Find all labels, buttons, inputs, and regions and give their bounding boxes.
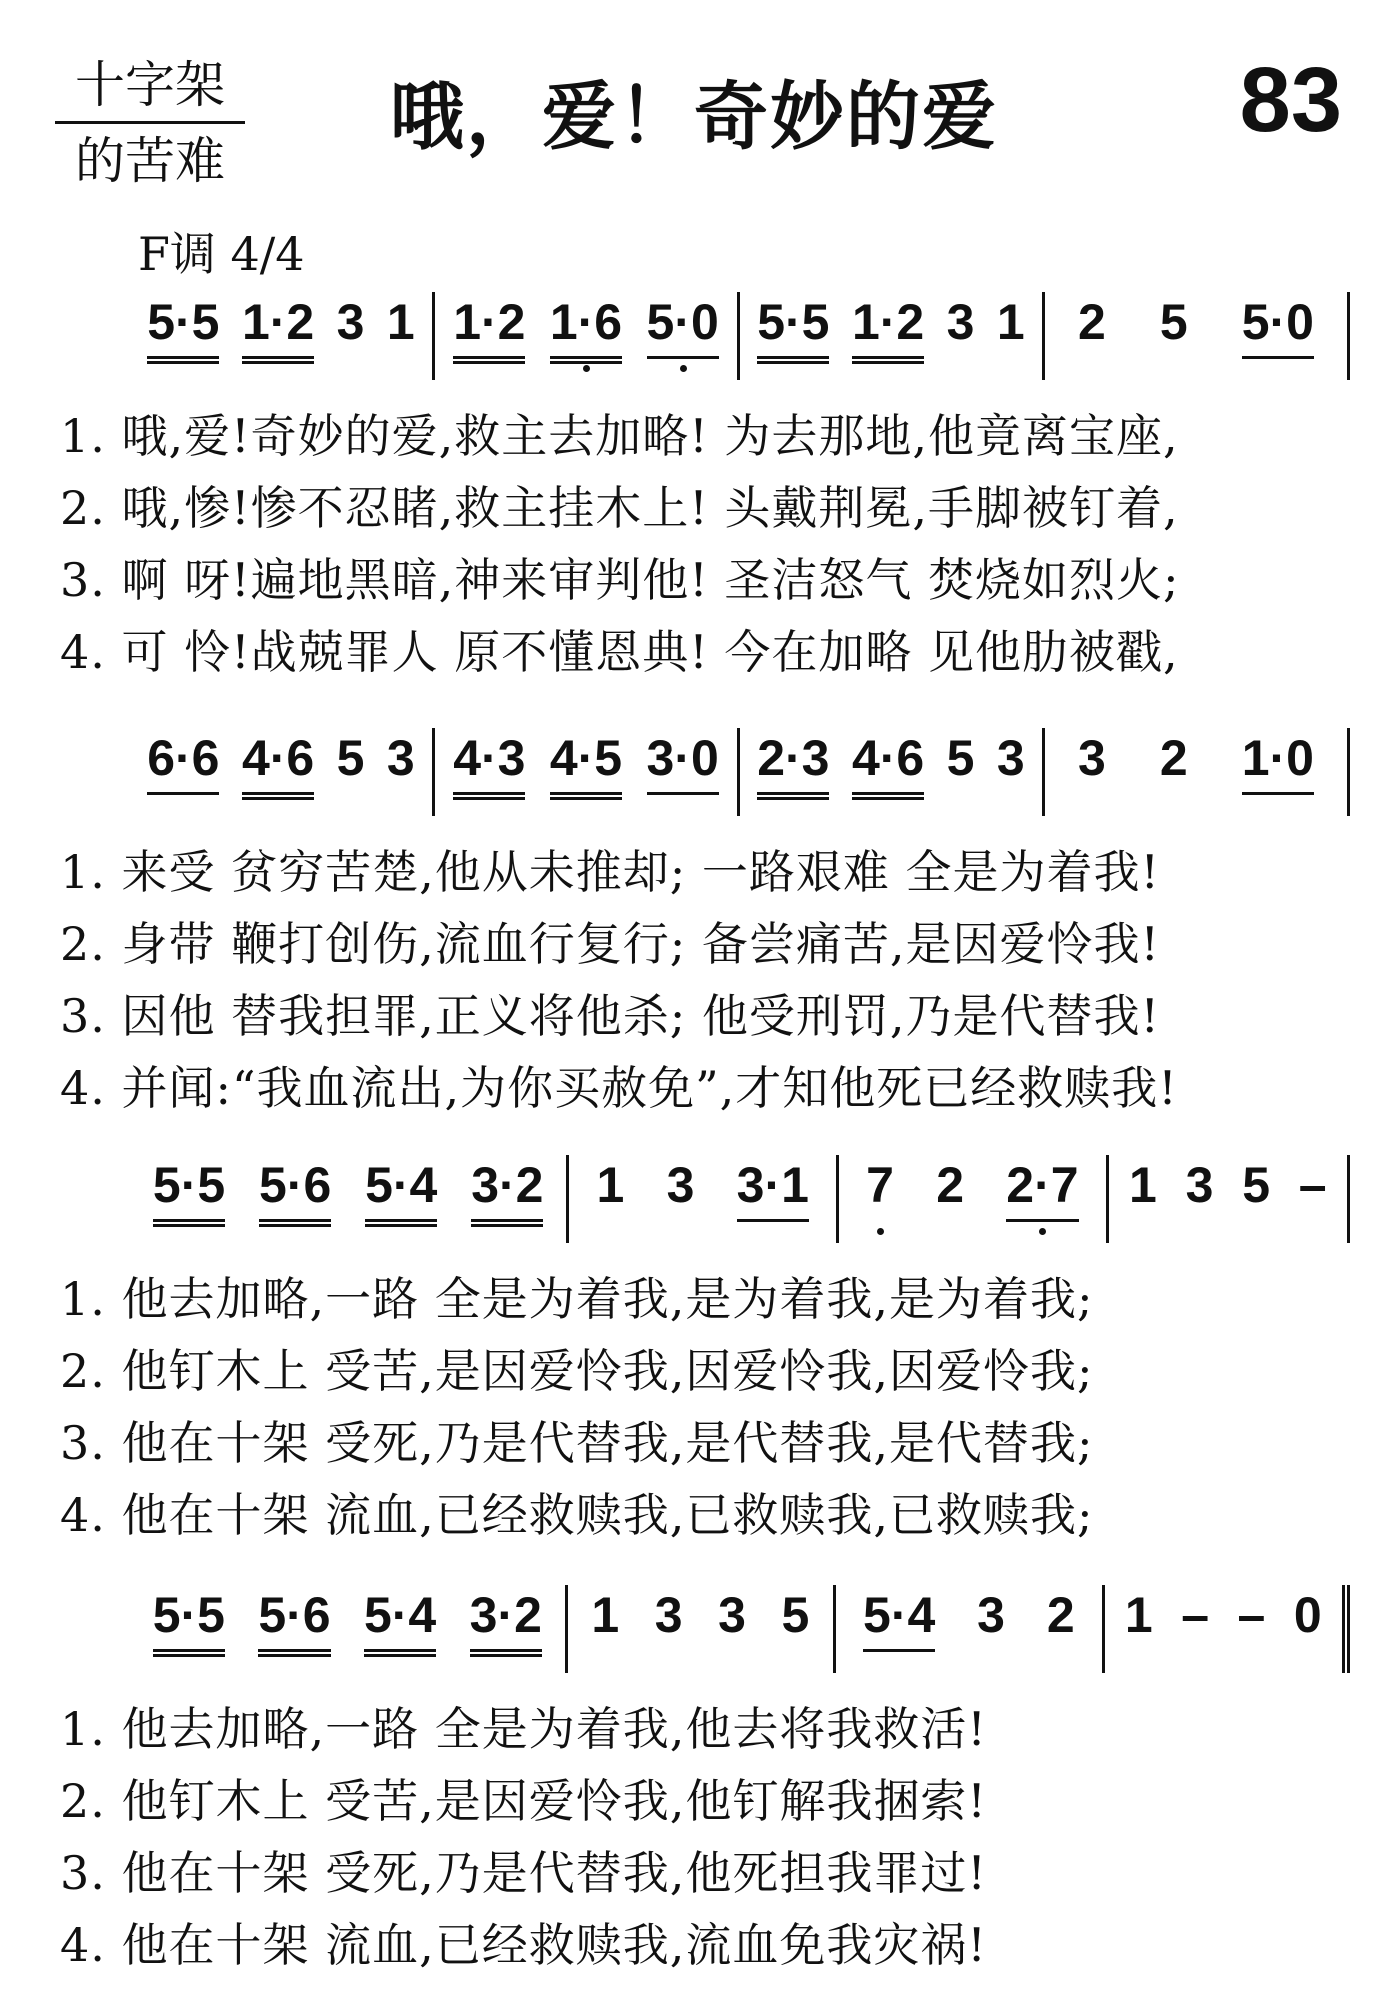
beat: 5: [1159, 294, 1188, 350]
beat: 5·5: [153, 1585, 225, 1657]
beat: 3: [718, 1587, 746, 1643]
beat: 4·3: [453, 728, 525, 800]
beat: 5·6: [258, 1585, 330, 1657]
lyrics-block: [60, 400, 1360, 688]
beat: 5·4: [364, 1585, 436, 1657]
measure: [1045, 292, 1350, 380]
measure: [839, 1155, 1109, 1243]
beat: 3·1: [737, 1155, 809, 1222]
lyric-line-verse-4: 4. 他在十架 流血,已经救赎我,已救赎我,已救赎我;: [60, 1488, 1094, 1542]
lyric-line-verse-2: 2. 他钉木上 受苦,是因爱怜我,他钉解我捆索!: [60, 1774, 987, 1828]
lyrics-block: [60, 1693, 1360, 1981]
beat: 5·5: [757, 292, 829, 364]
lyric-line-verse-1: 1. 来受 贫穷苦楚,他从未推却; 一路艰难 全是为着我!: [60, 845, 1160, 899]
category-divider: [55, 121, 245, 124]
beat: 0: [1293, 1587, 1322, 1643]
hymn-title: 哦，爱！奇妙的爱: [390, 74, 998, 160]
lyric-line-verse-2: 2. 哦,惨!惨不忍睹,救主挂木上! 头戴荆冕,手脚被钉着,: [60, 481, 1179, 535]
notation-row: [130, 728, 1350, 816]
notation-row: [130, 292, 1350, 380]
lyrics-block: [60, 1263, 1360, 1551]
lyric-line-verse-4: 4. 他在十架 流血,已经救赎我,流血免我灾祸!: [60, 1918, 987, 1972]
beat: 4·6: [242, 728, 314, 800]
category-line-2: 的苦难: [75, 132, 225, 190]
beat: 1·2: [852, 292, 924, 364]
beat: 5: [781, 1587, 810, 1643]
beat: 3: [666, 1157, 695, 1213]
beat: 2: [1078, 294, 1106, 350]
beat: 5: [1242, 1157, 1271, 1213]
measure: [130, 292, 435, 380]
measure-final: [1105, 1585, 1350, 1673]
beat: 1: [591, 1587, 620, 1643]
measure: [568, 1585, 837, 1673]
beat: 5·4: [365, 1155, 437, 1227]
lyric-line-verse-1: 1. 他去加略,一路 全是为着我,他去将我救活!: [60, 1702, 987, 1756]
notation-row: [130, 1585, 1350, 1673]
lyric-line-verse-4: 4. 并闻:“我血流出,为你买赦免”,才知他死已经救赎我!: [60, 1061, 1178, 1115]
beat: 4·6: [852, 728, 924, 800]
beat: –: [1298, 1157, 1327, 1213]
hymn-number: 83: [1239, 49, 1342, 151]
beat: 3: [386, 730, 415, 786]
beat: 1: [1129, 1157, 1157, 1213]
beat: 5·6: [259, 1155, 331, 1227]
lyric-line-verse-3: 3. 因他 替我担罪,正义将他杀; 他受刑罚,乃是代替我!: [60, 989, 1160, 1043]
beat: 3·2: [471, 1155, 543, 1227]
beat: –: [1181, 1587, 1210, 1643]
beat: 1: [386, 294, 415, 350]
beat: 1·2: [242, 292, 314, 364]
measure: [1109, 1155, 1350, 1243]
lyric-line-verse-4: 4. 可 怜!战兢罪人 原不懂恩典! 今在加略 见他肋被戳,: [60, 625, 1179, 679]
lyric-line-verse-3: 3. 他在十架 受死,乃是代替我,他死担我罪过!: [60, 1846, 987, 1900]
measure: [435, 728, 740, 816]
beat: 5·5: [147, 292, 219, 364]
beat: 3: [1078, 730, 1106, 786]
beat: 6·6: [147, 728, 219, 795]
beat: 5·0: [1242, 292, 1314, 359]
beat: 4·5: [550, 728, 622, 800]
beat: 1·2: [453, 292, 525, 364]
beat: 2·3: [757, 728, 829, 800]
measure: [836, 1585, 1105, 1673]
beat: 5·0: [647, 292, 719, 359]
beat: 1: [996, 294, 1025, 350]
beat: 2: [936, 1157, 965, 1213]
beat: 3: [996, 730, 1025, 786]
key-signature: F调 4/4: [138, 227, 305, 281]
beat: 3: [1185, 1157, 1214, 1213]
lyric-line-verse-2: 2. 身带 鞭打创伤,流血行复行; 备尝痛苦,是因爱怜我!: [60, 917, 1160, 971]
beat: 2: [1046, 1587, 1075, 1643]
beat: 1·6: [550, 292, 622, 364]
beat: 7: [866, 1155, 894, 1219]
beat: 2: [1159, 730, 1188, 786]
lyric-line-verse-3: 3. 啊 呀!遍地黑暗,神来审判他! 圣洁怒气 焚烧如烈火;: [60, 553, 1180, 607]
measure: [130, 1585, 568, 1673]
beat: –: [1237, 1587, 1266, 1643]
beat: 3·2: [470, 1585, 542, 1657]
beat: 5: [946, 730, 975, 786]
category-label: [55, 52, 245, 194]
beat: 3·0: [647, 728, 719, 795]
measure: [435, 292, 740, 380]
beat: 1·0: [1242, 728, 1314, 795]
measure: [740, 292, 1045, 380]
beat: 3: [336, 294, 365, 350]
beat: 1: [596, 1157, 625, 1213]
beat: 2·7: [1006, 1155, 1078, 1222]
notation-row: [130, 1155, 1350, 1243]
beat: 3: [977, 1587, 1005, 1643]
beat: 1: [1124, 1587, 1153, 1643]
beat: 5·4: [863, 1585, 935, 1652]
measure: [569, 1155, 839, 1243]
lyric-line-verse-2: 2. 他钉木上 受苦,是因爱怜我,因爱怜我,因爱怜我;: [60, 1344, 1094, 1398]
lyric-line-verse-3: 3. 他在十架 受死,乃是代替我,是代替我,是代替我;: [60, 1416, 1094, 1470]
category-line-1: 十字架: [75, 56, 225, 114]
lyric-line-verse-1: 1. 哦,爱!奇妙的爱,救主去加略! 为去那地,他竟离宝座,: [60, 409, 1179, 463]
beat: 5: [336, 730, 365, 786]
lyric-line-verse-1: 1. 他去加略,一路 全是为着我,是为着我,是为着我;: [60, 1272, 1094, 1326]
beat: 3: [946, 294, 975, 350]
measure: [130, 1155, 569, 1243]
lyrics-block: [60, 836, 1360, 1124]
measure: [740, 728, 1045, 816]
beat: 3: [654, 1587, 683, 1643]
measure: [1045, 728, 1350, 816]
beat: 5·5: [153, 1155, 225, 1227]
measure: [130, 728, 435, 816]
